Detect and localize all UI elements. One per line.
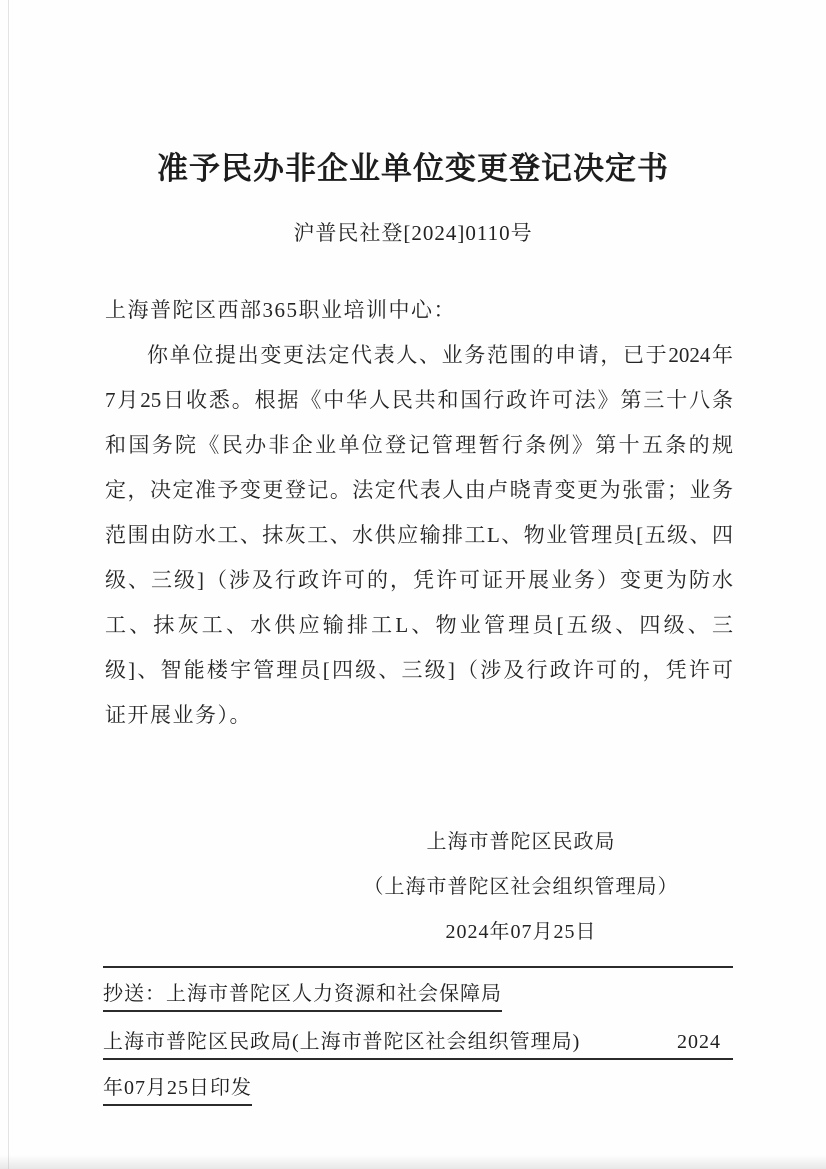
footer-issue-year: 2024 — [677, 1031, 721, 1053]
signature-block — [325, 820, 717, 955]
footer-print-date-line: 年07月25日印发 — [103, 1070, 252, 1106]
scan-artifact-bottom-shadow — [0, 1155, 826, 1169]
body-line: 你单位提出变更法定代表人、业务范围的申请，已于2024年 — [147, 343, 733, 367]
signature-org-alt: （上海市普陀区社会组织管理局） — [363, 876, 679, 898]
body-line: 工、抹灰工、水供应输排工L、物业管理员[五级、四级、三 — [105, 613, 733, 637]
document-body — [105, 288, 733, 738]
body-line: 级、三级]（涉及行政许可的，凭许可证开展业务）变更为防水 — [105, 568, 733, 592]
body-line: 级]、智能楼宇管理员[四级、三级]（涉及行政许可的，凭许可 — [105, 658, 733, 682]
footer-issuer-line — [103, 1024, 733, 1060]
salutation-line: 上海普陀区西部365职业培训中心： — [105, 298, 456, 322]
footer-block — [103, 966, 733, 1106]
body-line: 定，决定准予变更登记。法定代表人由卢晓青变更为张雷；业务 — [105, 478, 733, 502]
body-line-last: 证开展业务）。 — [105, 703, 252, 727]
footer-issuer-name: 上海市普陀区民政局(上海市普陀区社会组织管理局) — [103, 1031, 581, 1053]
footer-cc-line: 抄送：上海市普陀区人力资源和社会保障局 — [103, 976, 502, 1012]
body-line: 范围由防水工、抹灰工、水供应输排工L、物业管理员[五级、四 — [105, 523, 733, 547]
body-line: 和国务院《民办非企业单位登记管理暂行条例》第十五条的规 — [105, 433, 733, 457]
document-number: 沪普民社登[2024]0110号 — [293, 221, 533, 245]
body-line: 7月25日收悉。根据《中华人民共和国行政许可法》第三十八条 — [105, 388, 733, 412]
document-title: 准予民办非企业单位变更登记决定书 — [157, 151, 669, 186]
signature-org: 上海市普陀区民政局 — [426, 831, 616, 853]
signature-date: 2024年07月25日 — [445, 921, 597, 943]
